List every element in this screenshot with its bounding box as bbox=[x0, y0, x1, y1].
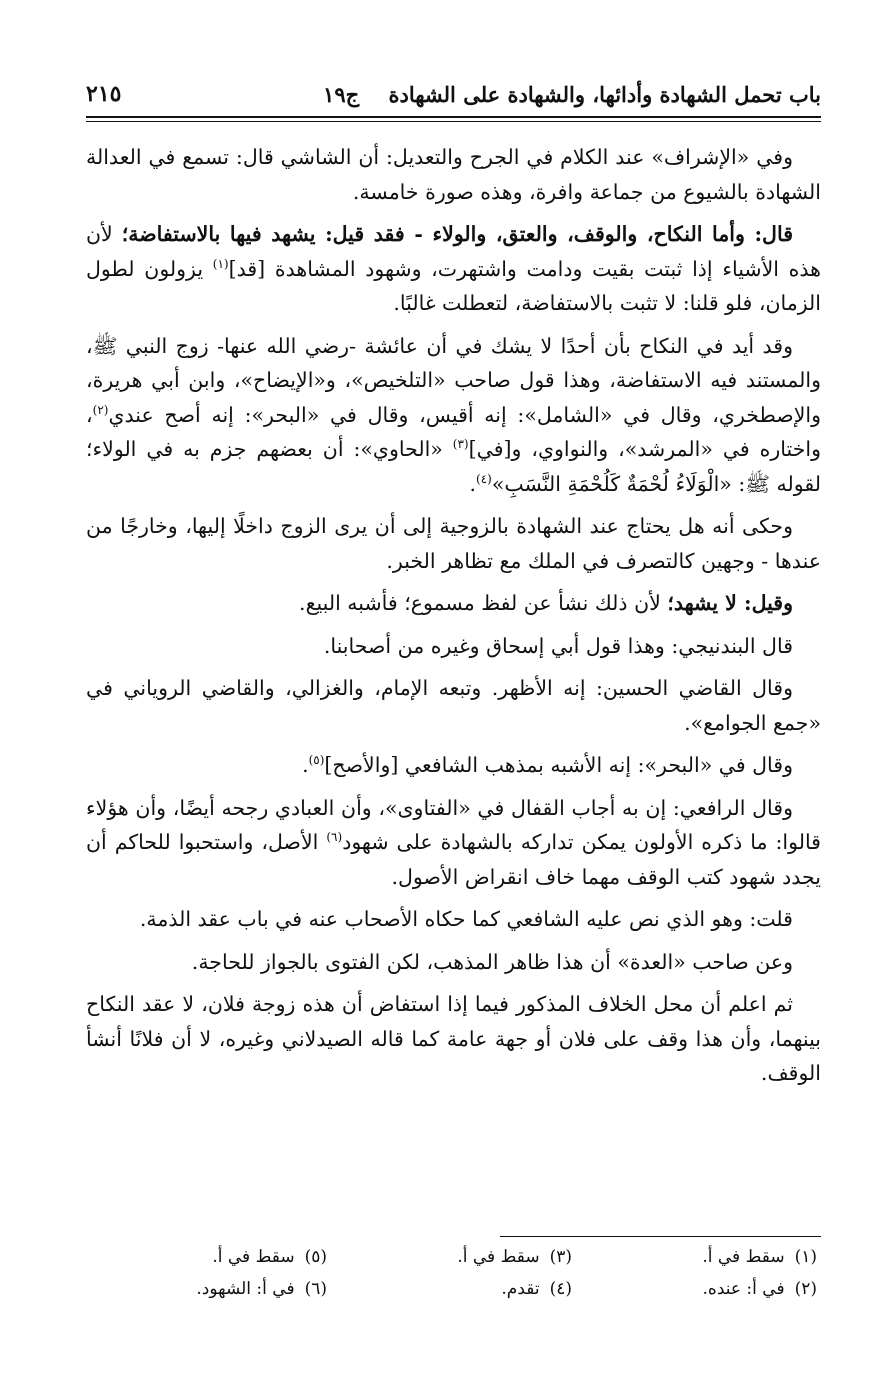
header-title-group bbox=[323, 82, 821, 107]
page-number: ٢١٥ bbox=[86, 81, 122, 107]
volume-number: ج١٩ bbox=[323, 81, 360, 107]
paragraph: وقال القاضي الحسين: إنه الأظهر. وتبعه الإمام، والغزالي، والقاضي الروياني في «جمع الجوامع». bbox=[86, 676, 821, 735]
main-text bbox=[86, 140, 821, 1099]
footnote: (٣)سقط في أ. bbox=[457, 1247, 572, 1267]
header-rule-thin bbox=[86, 121, 821, 122]
paragraph: وحكى أنه هل يحتاج عند الشهادة بالزوجية إلى أن يرى الزوج داخلًا إليها، وخارجًا من عندها - وجهين كالتصرف في الملك مع تظاهر الخبر. bbox=[86, 514, 821, 573]
paragraph: قلت: وهو الذي نص عليه الشافعي كما حكاه الأصحاب عنه في باب عقد الذمة. bbox=[139, 907, 793, 931]
footnote-ref: (١) bbox=[212, 256, 229, 271]
rule-statement: قال: وأما النكاح، والوقف، والعتق، والولاء - فقد قيل: يشهد فيها بالاستفاضة؛ bbox=[121, 222, 794, 246]
paragraph: وقال الرافعي: إن به أجاب القفال في «الفتاوى»، وأن العبادي رجحه أيضًا، وأن هؤلاء قالوا: ما ذكره الأولون يمكن تداركه بالشهادة على شهود$^{(٦)}$ الأصل، واستحبوا للحاكم أن يجدد شهود كتب الوقف مهما خاف انقراض الأصول. bbox=[86, 795, 821, 889]
footnote-ref: (٦) bbox=[326, 830, 343, 845]
paragraph: وقد أيد في النكاح بأن أحدًا لا يشك في أن عائشة -رضي الله عنها- زوج النبي ﷺ، والمستند فيه الاستفاضة، وهذا قول صاحب «التلخيص»، و«الإيضاح»، وابن أبي هريرة، والإصطخري، وقال في «الشامل»: إنه أقيس، وقال في «البحر»: إنه أصح عندي$^{(٢)}$، واختاره في «المرشد»، والنواوي، و[في]$^{(٣)}$ «الحاوي»: أن بعضهم جزم به في الولاء؛ لقوله ﷺ: «الْوَلَاءُ لُحْمَةٌ كَلُحْمَةِ النَّسَبِ»$^{(٤)}$. bbox=[86, 333, 821, 496]
running-header bbox=[86, 74, 821, 114]
footnote: (٥)سقط في أ. bbox=[212, 1247, 327, 1267]
footnote-ref: (٣) bbox=[452, 437, 469, 452]
paragraph: قال: وأما النكاح، والوقف، والعتق، والولاء - فقد قيل: يشهد فيها بالاستفاضة؛ لأن هذه الأشياء إذا ثبتت بقيت ودامت واشتهرت، وشهود المشاهدة [قد]$^{(١)}$ يزولون لطول الزمان، فلو قلنا: لا تثبت بالاستفاضة، لتعطلت غالبًا. bbox=[86, 222, 821, 315]
rule-statement: وقيل: لا يشهد؛ bbox=[667, 591, 793, 615]
paragraph: وفي «الإشراف» عند الكلام في الجرح والتعديل: أن الشاشي قال: تسمع في العدالة الشهادة بالشيوع من جماعة وافرة، وهذه صورة خامسة. bbox=[86, 145, 821, 204]
paragraph: وقيل: لا يشهد؛ لأن ذلك نشأ عن لفظ مسموع؛ فأشبه البيع. bbox=[299, 591, 793, 615]
footnote: (٢)في أ: عنده. bbox=[702, 1279, 817, 1299]
paragraph: قال البندنيجي: وهذا قول أبي إسحاق وغيره من أصحابنا. bbox=[323, 633, 793, 658]
footnote: (٦)في أ: الشهود. bbox=[196, 1279, 327, 1299]
footnote-ref: (٤) bbox=[476, 471, 492, 486]
footnote: (٤)تقدم. bbox=[501, 1279, 572, 1299]
footnote-ref: (٢) bbox=[92, 402, 109, 417]
paragraph: ثم اعلم أن محل الخلاف المذكور فيما إذا استفاض أن هذه زوجة فلان، لا عقد النكاح بينهما، وأن هذا وقف على فلان أو جهة عامة كما قاله الصيدلاني وغيره، لا أن فلانًا أنشأ الوقف. bbox=[86, 992, 821, 1085]
paragraph: وعن صاحب «العدة» أن هذا ظاهر المذهب، لكن الفتوى بالجواز للحاجة. bbox=[191, 949, 793, 974]
footnote-ref: (٥) bbox=[308, 753, 325, 768]
footnote: (١)سقط في أ. bbox=[702, 1247, 817, 1267]
footnotes bbox=[86, 1247, 821, 1311]
footnote-separator bbox=[500, 1236, 821, 1237]
paragraph: وقال في «البحر»: إنه الأشبه بمذهب الشافعي [والأصح]$^{(٥)}$. bbox=[302, 753, 793, 777]
chapter-title: باب تحمل الشهادة وأدائها، والشهادة على الشهادة bbox=[388, 81, 821, 107]
header-rule-thick bbox=[86, 116, 821, 118]
